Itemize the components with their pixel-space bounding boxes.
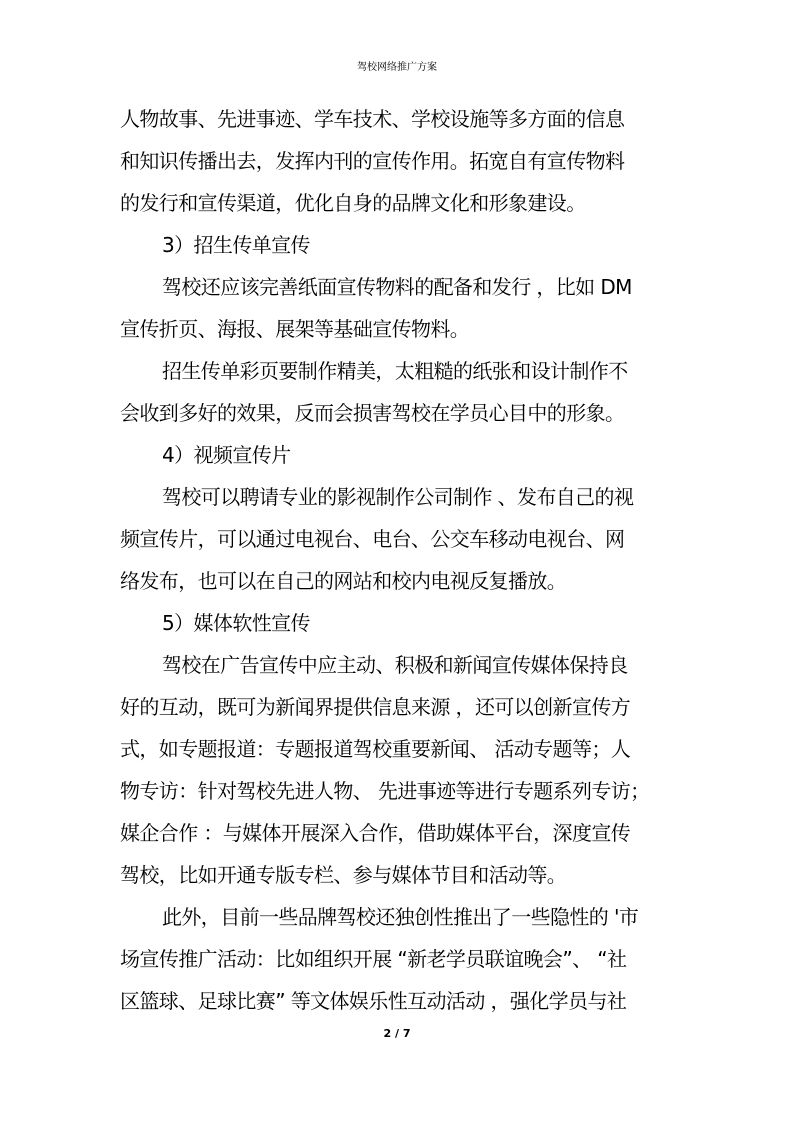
text-line: 此外，目前一些品牌驾校还独创性推出了一些隐性的 '市: [162, 905, 639, 929]
text-line: 好的互动，既可为新闻界提供信息来源 ，还可以创新宣传方: [120, 695, 631, 719]
text-line: 物专访：针对驾校先进人物、 先进事迹等进行专题系列专访；: [120, 779, 650, 803]
text-line: 驾校在广告宣传中应主动、积极和新闻宣传媒体保持良: [162, 653, 628, 677]
text-line: 招生传单彩页要制作精美，太粗糙的纸张和设计制作不: [162, 359, 628, 383]
text-line: 会收到多好的效果，反而会损害驾校在学员心目中的形象。: [120, 401, 625, 425]
section-heading: 5）媒体软性宣传: [162, 611, 310, 635]
text-line: 驾校，比如开通专版专栏、参与媒体节目和活动等。: [120, 863, 567, 887]
text-line: 式，如专题报道：专题报道驾校重要新闻、 活动专题等；人: [120, 737, 631, 761]
text-line: 媒企合作 ：与媒体开展深入合作，借助媒体平台，深度宣传: [120, 821, 631, 845]
document-body: [120, 98, 680, 1022]
section-heading: 4）视频宣传片: [162, 443, 291, 467]
text-line: 场宣传推广活动：比如组织开展 “新老学员联谊晚会”、 “社: [120, 947, 627, 971]
text-line: 宣传折页、海报、展架等基础宣传物料。: [120, 317, 470, 341]
text-line: 络发布，也可以在自己的网站和校内电视反复播放。: [120, 569, 567, 593]
text-line: 频宣传片，可以通过电视台、电台、公交车移动电视台、网: [120, 527, 625, 551]
text-line: 驾校还应该完善纸面宣传物料的配备和发行 ，比如 DM: [162, 275, 632, 299]
page-header-title: 驾校网络推广方案: [357, 62, 437, 73]
section-heading: 3）招生传单宣传: [162, 233, 310, 257]
text-line: 区篮球、足球比赛” 等文体娱乐性互动活动 ，强化学员与社: [120, 989, 627, 1013]
text-line: 驾校可以聘请专业的影视制作公司制作 、发布自己的视: [162, 485, 634, 509]
text-line: 的发行和宣传渠道，优化自身的品牌文化和形象建设。: [120, 191, 586, 215]
text-line: 和知识传播出去，发挥内刊的宣传作用。拓宽自有宣传物料: [120, 149, 625, 173]
page-number: 2 / 7: [383, 1027, 411, 1040]
text-line: 人物故事、先进事迹、学车技术、学校设施等多方面的信息: [120, 107, 625, 131]
